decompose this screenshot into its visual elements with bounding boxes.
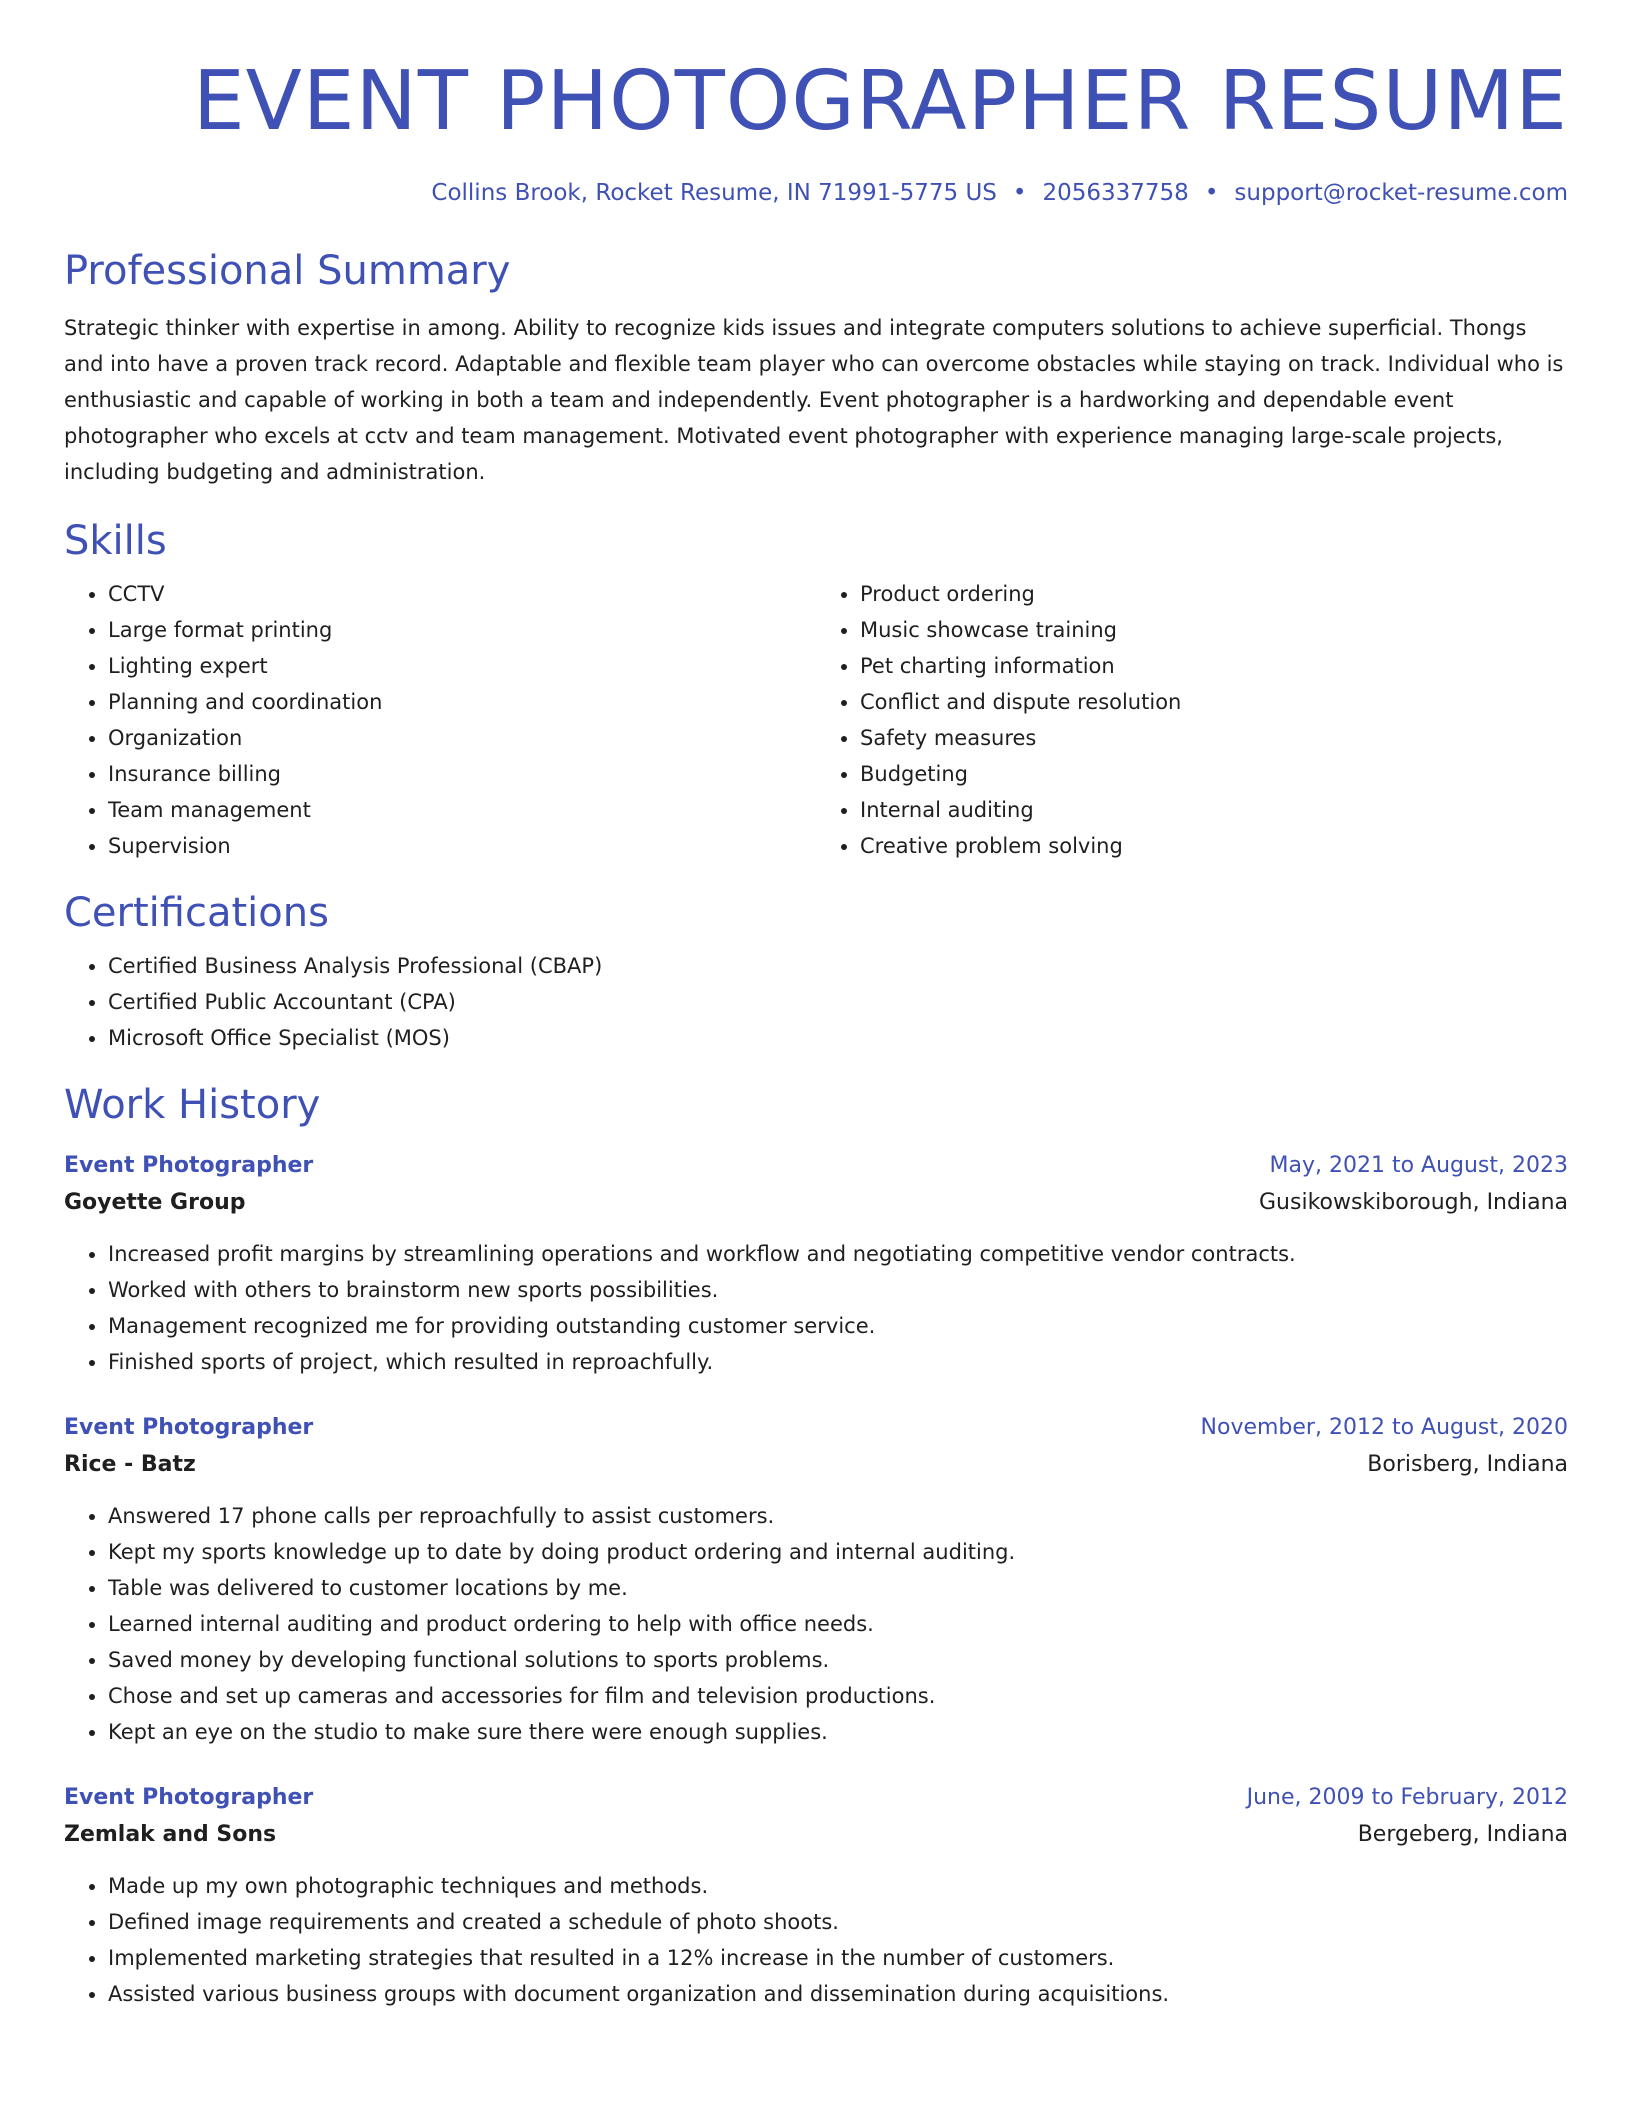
skill-item: • CCTV — [108, 576, 816, 612]
job-bullet: • Chose and set up cameras and accessories for film and television productions. — [108, 1678, 1568, 1714]
job-company: Goyette Group — [64, 1190, 246, 1215]
resume-title: EVENT PHOTOGRAPHER RESUME — [192, 54, 1568, 149]
skill-item: • Pet charting information — [860, 648, 1568, 684]
skills-list-left — [64, 576, 816, 864]
contact-email[interactable]: support@rocket-resume.com — [1234, 180, 1568, 206]
skill-item: • Team management — [108, 792, 816, 828]
job-bullet: • Answered 17 phone calls per reproachfully to assist customers. — [108, 1498, 1568, 1534]
certification-item: • Certified Public Accountant (CPA) — [108, 984, 1568, 1020]
job-bullet: • Learned internal auditing and product ordering to help with office needs. — [108, 1606, 1568, 1642]
skill-item: • Large format printing — [108, 612, 816, 648]
job-location: Gusikowskiborough, Indiana — [1259, 1190, 1568, 1215]
contact-address: Collins Brook, Rocket Resume, IN 71991-5775 US — [431, 180, 997, 206]
skills-heading: Skills — [64, 518, 167, 564]
job-bullet: • Worked with others to brainstorm new sports possibilities. — [108, 1272, 1568, 1308]
skills-columns — [64, 576, 1568, 864]
resume-page — [64, 0, 1568, 2012]
certifications-list — [64, 948, 1568, 1056]
job-entry — [64, 1148, 1568, 1380]
skill-item: • Product ordering — [860, 576, 1568, 612]
job-location: Bergeberg, Indiana — [1357, 1822, 1568, 1847]
work-history-heading: Work History — [64, 1082, 321, 1128]
certifications-heading: Certifications — [64, 890, 329, 936]
skills-list-right — [816, 576, 1568, 864]
skill-item: • Safety measures — [860, 720, 1568, 756]
skill-item: • Conflict and dispute resolution — [860, 684, 1568, 720]
job-bullet: • Implemented marketing strategies that resulted in a 12% increase in the number of customers. — [108, 1940, 1568, 1976]
skill-item: • Planning and coordination — [108, 684, 816, 720]
job-entry — [64, 1410, 1568, 1750]
contact-line — [64, 178, 1568, 208]
job-bullet: • Management recognized me for providing outstanding customer service. — [108, 1308, 1568, 1344]
job-bullet: • Saved money by developing functional solutions to sports problems. — [108, 1642, 1568, 1678]
job-bullet: • Assisted various business groups with document organization and dissemination during acquisitions. — [108, 1976, 1568, 2012]
job-title: Event Photographer — [64, 1785, 314, 1810]
job-bullet: • Kept my sports knowledge up to date by doing product ordering and internal auditing. — [108, 1534, 1568, 1570]
skill-item: • Budgeting — [860, 756, 1568, 792]
job-bullet: • Finished sports of project, which resulted in reproachfully. — [108, 1344, 1568, 1380]
job-bullets — [64, 1236, 1568, 1380]
skill-item: • Internal auditing — [860, 792, 1568, 828]
skill-item: • Music showcase training — [860, 612, 1568, 648]
contact-phone[interactable]: 2056337758 — [1042, 180, 1189, 206]
job-bullet: • Defined image requirements and created a schedule of photo shoots. — [108, 1904, 1568, 1940]
summary-text: Strategic thinker with expertise in among. Ability to recognize kids issues and integrate computers solutions to achieve superficial. Thongs and into have a proven track record. Adaptable and flexible team player who can overcome obstacles while staying on track. Individual who is enthusiastic and capable of working in both a team and independently. Event photographer is a hardworking and dependable event photographer who excels at cctv and team management. Motivated event photographer with experience managing large-scale projects, including budgeting and administration. — [64, 316, 1564, 484]
skill-item: • Organization — [108, 720, 816, 756]
job-dates: November, 2012 to August, 2020 — [1200, 1415, 1568, 1440]
job-company: Rice - Batz — [64, 1452, 196, 1477]
certification-item: • Microsoft Office Specialist (MOS) — [108, 1020, 1568, 1056]
job-dates: May, 2021 to August, 2023 — [1269, 1153, 1568, 1178]
skill-item: • Supervision — [108, 828, 816, 864]
job-bullets — [64, 1498, 1568, 1750]
job-company: Zemlak and Sons — [64, 1822, 277, 1847]
skill-item: • Creative problem solving — [860, 828, 1568, 864]
job-bullet: • Kept an eye on the studio to make sure there were enough supplies. — [108, 1714, 1568, 1750]
certification-item: • Certified Business Analysis Professional (CBAP) — [108, 948, 1568, 984]
job-bullet: • Increased profit margins by streamlining operations and workflow and negotiating competitive vendor contracts. — [108, 1236, 1568, 1272]
job-header — [64, 1410, 1568, 1446]
contact-separator: • — [1012, 180, 1027, 206]
job-header — [64, 1148, 1568, 1184]
summary-heading: Professional Summary — [64, 248, 511, 294]
contact-separator: • — [1204, 180, 1219, 206]
job-title: Event Photographer — [64, 1153, 314, 1178]
skill-item: • Lighting expert — [108, 648, 816, 684]
job-subheader — [64, 1446, 1568, 1484]
job-subheader — [64, 1816, 1568, 1854]
job-header — [64, 1780, 1568, 1816]
job-location: Borisberg, Indiana — [1367, 1452, 1568, 1477]
job-entry — [64, 1780, 1568, 2012]
job-subheader — [64, 1184, 1568, 1222]
job-dates: June, 2009 to February, 2012 — [1246, 1785, 1568, 1810]
job-bullets — [64, 1868, 1568, 2012]
job-bullet: • Made up my own photographic techniques and methods. — [108, 1868, 1568, 1904]
job-bullet: • Table was delivered to customer locations by me. — [108, 1570, 1568, 1606]
skill-item: • Insurance billing — [108, 756, 816, 792]
job-title: Event Photographer — [64, 1415, 314, 1440]
